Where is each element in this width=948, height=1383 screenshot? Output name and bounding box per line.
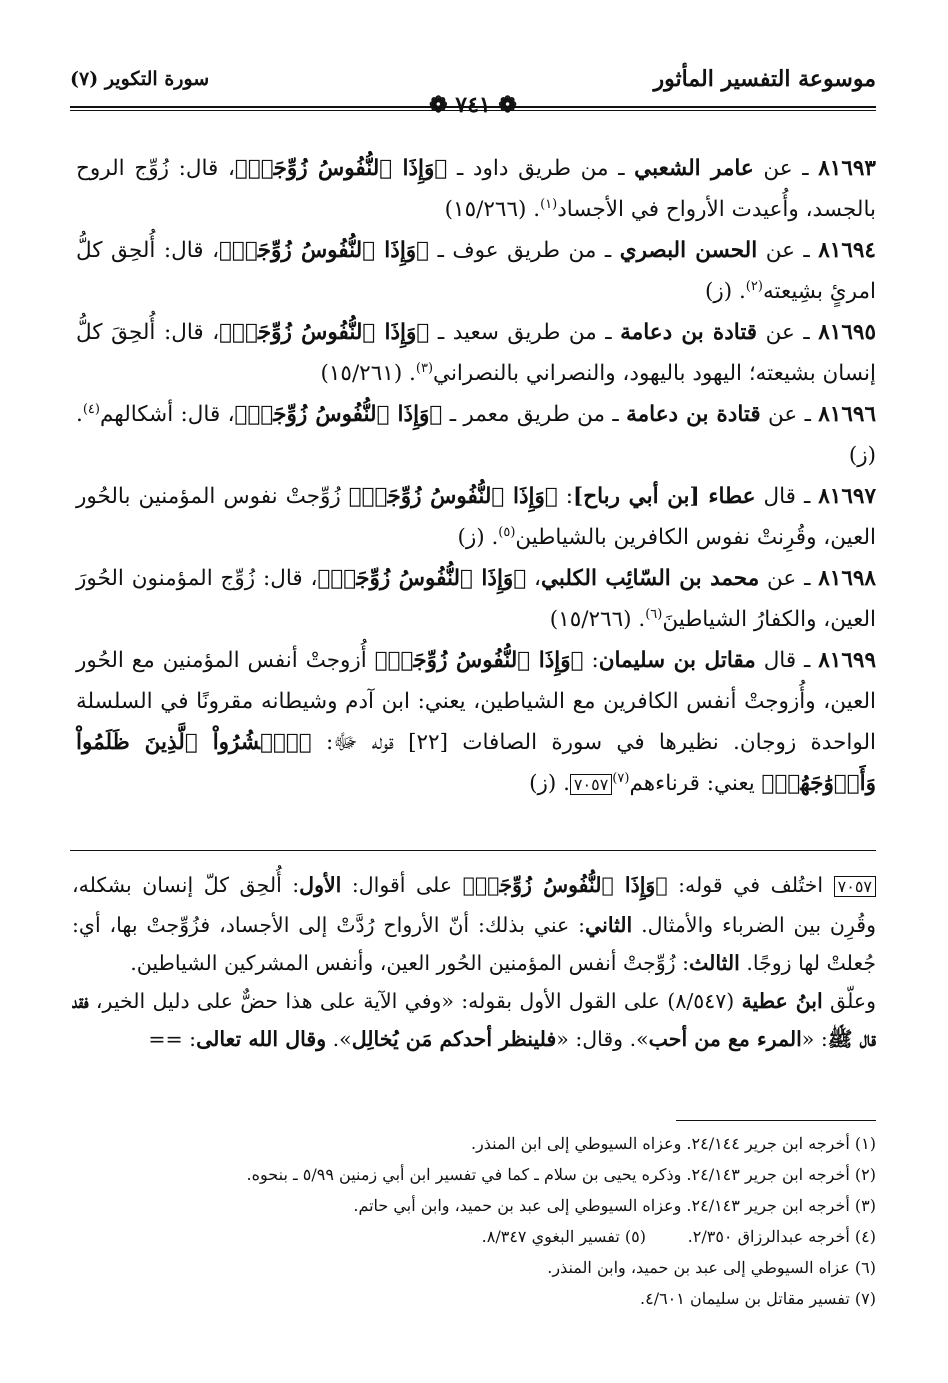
- book-title: موسوعة التفسير المأثور: [653, 66, 876, 92]
- quran-verse: ﴿وَإِذَا ٱلنُّفُوسُ زُوِّجَتۡ﴾: [462, 873, 668, 897]
- entry: ٨١٦٩٣ ـ عن عامر الشعبي ـ من طريق داود ـ ﴿وَإِذَا ٱلنُّفُوسُ زُوِّجَتۡ﴾، قال: زُوِّج الروح بالجسد، وأُعيدت الأرواح في الأجساد$^{(١)}$. (١٥/٢٦٦): [76, 156, 876, 222]
- footnotes: [72, 1128, 876, 1314]
- footnote-ref: (٥): [498, 524, 516, 540]
- narrator-name: قتادة بن دعامة: [626, 402, 761, 427]
- quran-verse: ﴿وَإِذَا ٱلنُّفُوسُ زُوِّجَتۡ﴾: [348, 484, 558, 509]
- volume-ref: . (ز): [704, 279, 746, 304]
- quran-verse: ﴿وَإِذَا ٱلنُّفُوسُ زُوِّجَتۡ﴾: [234, 156, 448, 181]
- footnote: (٢) أخرجه ابن جرير ٢٤/١٤٣. وذكره يحيى بن سلام ـ كما في تفسير ابن أبي زمنين ٥/٩٩ ـ بنحوه.: [246, 1165, 876, 1184]
- commentary-paragraph: ٧٠٥٧ اختُلف في قوله: ﴿وَإِذَا ٱلنُّفُوسُ زُوِّجَتۡ﴾ على أقوال: الأول: أُلحِق كلّ إنسان بشكله، وقُرِن بين الضرباء والأمثال. الثاني: عني بذلك: أنّ الأرواح رُدَّتْ إلى الأجساد، فزُوِّجتْ بها، أي: جُعلتْ لها زوجًا. الثالث: زُوِّجتْ أنفس المؤمنين الحُور العين، وأنفس المشركين الشياطين.: [72, 873, 876, 975]
- quran-verse: ﴿ٱحۡشُرُواْ ٱلَّذِينَ ظَلَمُواْ وَأَزۡوَٰجَهُمۡ﴾: [76, 730, 876, 796]
- volume-ref: . (ز): [76, 402, 876, 468]
- volume-ref: . (١٥/٢٦٦): [444, 197, 541, 222]
- page-number: ❁ ٧٤١ ❁: [421, 92, 525, 118]
- commentary-block: [72, 866, 876, 1058]
- narrator-name: محمد بن السّائِب الكلبي: [541, 566, 760, 591]
- volume-ref: . (ز): [529, 771, 570, 796]
- entry: ٨١٦٩٧ ـ قال عطاء [بن أبي رباح]: ﴿وَإِذَا ٱلنُّفُوسُ زُوِّجَتۡ﴾ زُوِّجتْ نفوس المؤمنين بالحُور العين، وقُرِنتْ نفوس الكافرين بالشياطين$^{(٥)}$. (ز): [76, 484, 876, 550]
- commentary-number-box: ٧٠٥٧: [834, 876, 876, 897]
- quran-verse: ﴿وَإِذَا ٱلنُّفُوسُ زُوِّجَتۡ﴾: [234, 402, 443, 427]
- footnote-ref: (٧): [612, 770, 630, 786]
- entry-number: ٨١٦٩٨: [818, 566, 876, 591]
- narrator-name: الحسن البصري: [619, 238, 758, 263]
- scholar-name: ابنُ عطية: [741, 989, 823, 1013]
- footnote-ref: (٤): [82, 401, 100, 417]
- footnote-pair: [72, 1221, 876, 1252]
- page-header: [70, 62, 876, 118]
- footnote: (٥) تفسير البغوي ٨/٣٤٧.: [481, 1227, 646, 1246]
- volume-ref: . (١٥/٢٦١): [320, 361, 416, 386]
- quran-verse: ﴿وَإِذَا ٱلنُّفُوسُ زُوِّجَتۡ﴾: [219, 320, 430, 345]
- entry-number: ٨١٦٩٦: [818, 402, 876, 427]
- hadith-quote: فلينظر أحدكم مَن يُخالِل: [351, 1027, 557, 1051]
- narrator-name: عطاء [بن أبي رباح]: [573, 484, 756, 509]
- footnote: (٧) تفسير مقاتل بن سليمان ٤/٦٠١.: [640, 1289, 876, 1308]
- header-rule-thin: [70, 110, 876, 111]
- entry-number: ٨١٦٩٩: [818, 648, 876, 673]
- entry-number: ٨١٦٩٥: [818, 320, 876, 345]
- footnote: (١) أخرجه ابن جرير ٢٤/١٤٤. وعزاه السيوطي إلى ابن المنذر.: [470, 1134, 876, 1153]
- footnote-ref: (٣): [415, 360, 434, 376]
- main-text: [76, 148, 876, 805]
- narrator-name: مقاتل بن سليمان: [598, 648, 756, 673]
- entry: ٨١٦٩٥ ـ عن قتادة بن دعامة ـ من طريق سعيد ـ ﴿وَإِذَا ٱلنُّفُوسُ زُوِّجَتۡ﴾، قال: أُلحِقَ كلُّ إنسان بشيعته؛ اليهود باليهود، والنصراني بالنصراني$^{(٣)}$. (١٥/٢٦١): [76, 320, 876, 386]
- entry: ٨١٦٩٤ ـ عن الحسن البصري ـ من طريق عوف ـ ﴿وَإِذَا ٱلنُّفُوسُ زُوِّجَتۡ﴾، قال: أُلحِق كلُّ امرئٍ بشِيعته$^{(٢)}$. (ز): [76, 238, 876, 304]
- footnote: (٣) أخرجه ابن جرير ٢٤/١٤٣. وعزاه السيوطي إلى عبد بن حميد، وابن أبي حاتم.: [353, 1196, 876, 1215]
- hadith-quote: المرء مع من أحب: [648, 1027, 802, 1051]
- entry-number: ٨١٦٩٧: [818, 484, 876, 509]
- surah-title: سورة التكوير (٧): [70, 68, 210, 90]
- footnote-ref: (٦): [645, 606, 663, 622]
- quran-verse: ﴿وَإِذَا ٱلنُّفُوسُ زُوِّجَتۡ﴾: [317, 566, 527, 591]
- entry-number: ٨١٦٩٤: [818, 238, 876, 263]
- entry: ٨١٦٩٨ ـ عن محمد بن السّائِب الكلبي، ﴿وَإِذَا ٱلنُّفُوسُ زُوِّجَتۡ﴾، قال: زُوِّج المؤمنون الحُورَ العين، والكفارُ الشياطينَ$^{(٦)}$. (١٥/٢٦٦): [76, 566, 876, 632]
- ornament-right-icon: ❁: [490, 92, 517, 118]
- entry: ٨١٦٩٦ ـ عن قتادة بن دعامة ـ من طريق معمر ـ ﴿وَإِذَا ٱلنُّفُوسُ زُوِّجَتۡ﴾، قال: أشكالهم$^{(٤)}$. (ز): [76, 401, 876, 468]
- commentary-ref-box[interactable]: ٧٠٥٧: [570, 774, 612, 795]
- volume-ref: . (١٥/٢٦٦): [549, 607, 646, 632]
- ornament-left-icon: ❁: [429, 92, 456, 118]
- header-rule: [70, 106, 876, 108]
- footnote-ref: (١): [540, 196, 558, 212]
- narrator-name: قتادة بن دعامة: [620, 320, 758, 345]
- opinion-label: الأول: [299, 873, 342, 897]
- commentary-separator: [70, 850, 876, 851]
- footnote: (٦) عزاه السيوطي إلى عبد بن حميد، وابن المنذر.: [547, 1258, 876, 1277]
- footnote: (٤) أخرجه عبدالرزاق ٢/٣٥٠.: [687, 1227, 876, 1246]
- opinion-label: الثاني: [585, 913, 633, 937]
- volume-ref: . (ز): [457, 525, 499, 550]
- commentary-paragraph: وعلّق ابنُ عطية (٨/٥٤٧) على القول الأول بقوله: «وفي الآية على هذا حضٌّ على دليل الخير، فقد قال ﷺ: «المرء مع من أحب». وقال: «فلينظر أحدكم مَن يُخالِل». وقال الله تعالى: ==: [72, 989, 877, 1051]
- narrator-name: عامر الشعبي: [634, 156, 754, 181]
- quran-verse: ﴿وَإِذَا ٱلنُّفُوسُ زُوِّجَتۡ﴾: [219, 238, 430, 263]
- opinion-label: الثالث: [689, 951, 740, 975]
- footnote-ref: (٢): [745, 278, 763, 294]
- entry-number: ٨١٦٩٣: [818, 156, 876, 181]
- footnote-separator: [676, 1120, 876, 1121]
- entry: ٨١٦٩٩ ـ قال مقاتل بن سليمان: ﴿وَإِذَا ٱلنُّفُوسُ زُوِّجَتۡ﴾ أُزوجتْ أنفس المؤمنين مع الحُور العين، وأُزوجتْ أنفس الكافرين مع الشياطين، يعني: ابن آدم وشيطانه مقرونًا في السلسلة الواحدة زوجان. نظيرها في سورة الصافات [٢٢] قوله ﷻ: ﴿ٱحۡشُرُواْ ٱلَّذِينَ ظَلَمُواْ وَأَزۡوَٰجَهُمۡ﴾ يعني: قرناءهم$^{(٧)}$٧٠٥٧. (ز): [76, 648, 876, 796]
- quran-verse: ﴿وَإِذَا ٱلنُّفُوسُ زُوِّجَتۡ﴾: [374, 648, 584, 673]
